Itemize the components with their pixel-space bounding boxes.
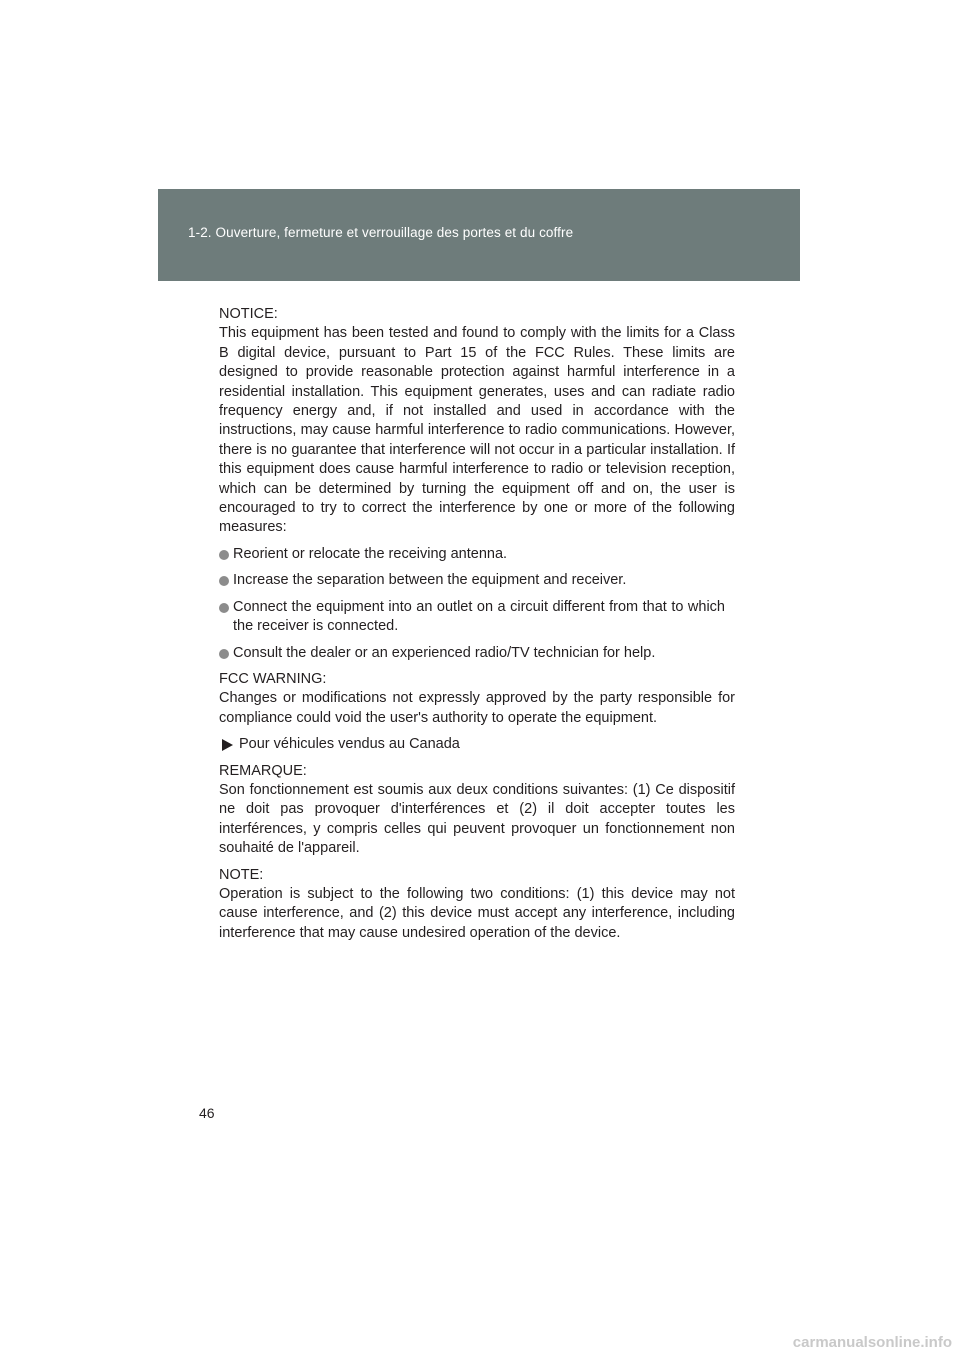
bullet-icon xyxy=(219,576,229,586)
list-item-text: Increase the separation between the equipment and receiver. xyxy=(233,572,627,589)
bullet-icon xyxy=(219,603,229,613)
remarque-label: REMARQUE: xyxy=(219,762,307,779)
list-item xyxy=(219,598,735,637)
bullet-icon xyxy=(219,550,229,560)
list-item xyxy=(219,571,735,590)
notice-label: NOTICE: xyxy=(219,306,278,322)
remarque-paragraph xyxy=(219,762,735,859)
fcc-warning-label: FCC WARNING: xyxy=(219,670,327,687)
section-title: 1-2. Ouverture, fermeture et verrouillage des portes et du coffre xyxy=(188,225,574,240)
canada-heading xyxy=(219,735,735,754)
fcc-warning-paragraph xyxy=(219,670,735,728)
list-item xyxy=(219,545,735,564)
page-content xyxy=(219,305,735,950)
bullet-icon xyxy=(219,649,229,659)
list-item-text: Reorient or relocate the receiving antenna. xyxy=(233,545,508,562)
list-item-text: Consult the dealer or an experienced radio/TV technician for help. xyxy=(233,644,656,661)
note-paragraph xyxy=(219,866,735,944)
section-header-band xyxy=(158,189,800,281)
canada-heading-text: Pour véhicules vendus au Canada xyxy=(239,736,460,753)
list-item xyxy=(219,644,735,663)
fcc-warning-body: Changes or modifications not expressly approved by the party responsible for compliance could void the user's authority to operate the equipment. xyxy=(219,690,735,726)
notice-paragraph xyxy=(219,305,735,538)
arrow-right-icon xyxy=(222,739,233,751)
note-body: Operation is subject to the following two conditions: (1) this device may not cause interference, and (2) this device must accept any interference, including interference that may cause undesired operation of the device. xyxy=(219,885,735,941)
notice-body: This equipment has been tested and found to comply with the limits for a Class B digital device, pursuant to Part 15 of the FCC Rules. These limits are designed to provide reasonable protection against harmful interference in a residential installation. This equipment generates, uses and can radiate radio frequency energy and, if not installed and used in accordance with the instructions, may cause harmful interference to radio communications. However, there is no guarantee that interference will not occur in a particular installation. If this equipment does cause harmful interference to radio or television reception, which can be determined by turning the equipment off and on, the user is encouraged to try to correct the interference by one or more of the following measures: xyxy=(219,325,735,536)
note-label: NOTE: xyxy=(219,866,264,883)
list-item-text: Connect the equipment into an outlet on a circuit different from that to which the receiver is connected. xyxy=(233,598,725,635)
page-number: 46 xyxy=(199,1105,215,1121)
watermark: carmanualsonline.info xyxy=(792,1334,952,1351)
remarque-body: Son fonctionnement est soumis aux deux conditions suivantes: (1) Ce dispositif ne doit pas provoquer d'interférences et (2) il doit accepter toutes les interférences, y compris celles qui peuvent provoquer un fonctionnement non souhaité de l'appareil. xyxy=(219,781,735,857)
